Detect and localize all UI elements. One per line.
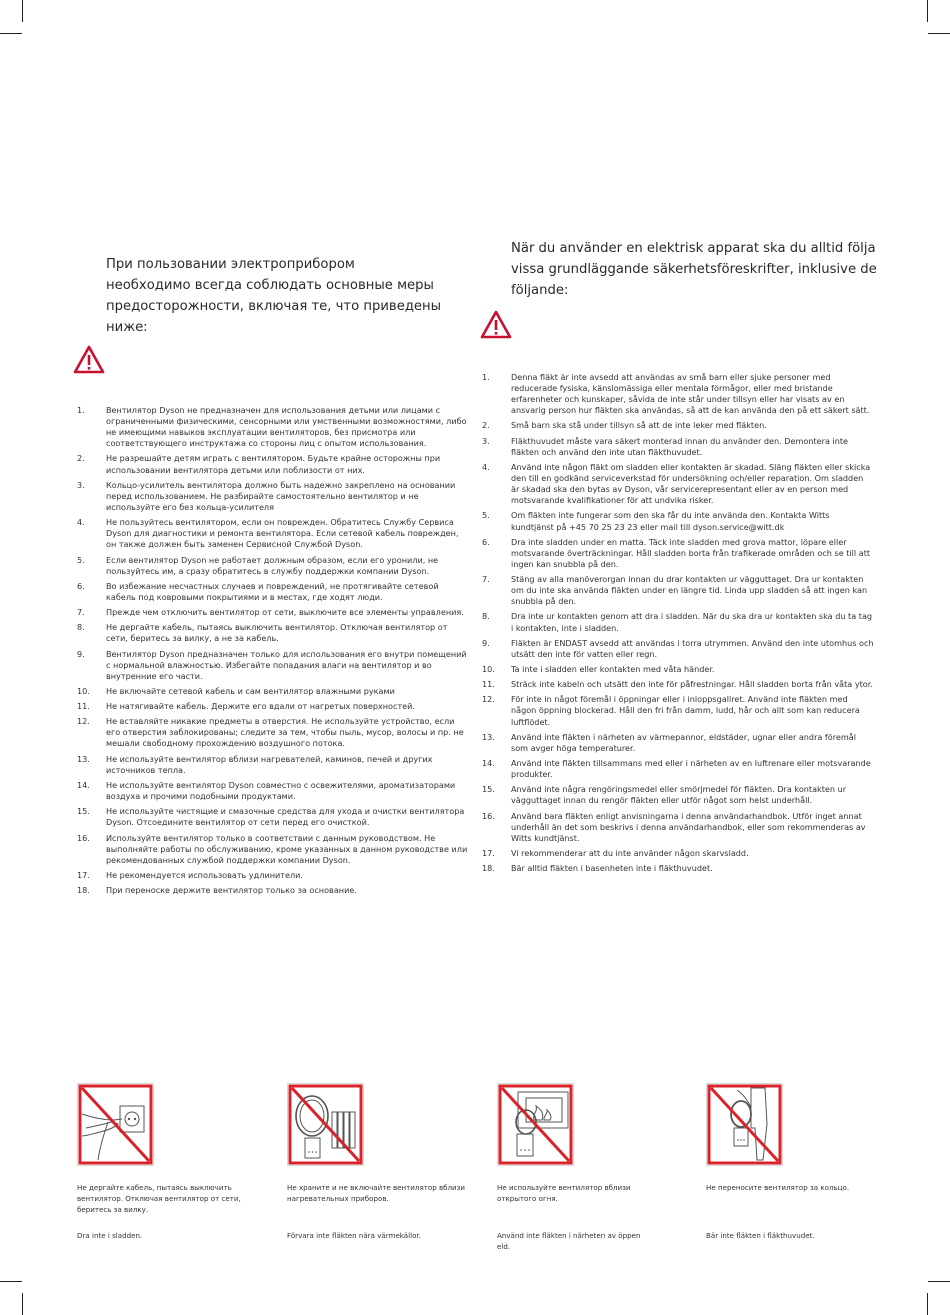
list-item-number: 6. [77, 580, 85, 591]
list-item-text: Använd inte någon fläkt om sladden eller kontakten är skadad. Släng fläkten eller skicka den till en godkänd serviceverkstad för undersökning och/eller reparation. Om sladden är skadad ska den bytas av Dyson, vår servicerepresentant eller av en person med motsvarande kvalifikationer för att undvika risker. [511, 461, 871, 506]
list-item-number: 6. [482, 536, 490, 547]
list-item [77, 581, 469, 603]
list-item [77, 453, 469, 475]
list-item [482, 510, 874, 532]
list-item [77, 701, 469, 712]
list-item-number: 14. [77, 779, 90, 790]
ru-safety-list [77, 405, 469, 900]
list-item-text: Använd inte fläkten i närheten av värmepannor, eldstäder, ugnar eller andra föremål som avger höga temperaturer. [511, 731, 856, 753]
list-item-number: 3. [77, 479, 85, 490]
pictogram-caption-ru: Не дергайте кабель, пытаясь выключить вентилятор. Отключая вентилятор от сети, беритесь за вилку. [77, 1183, 241, 1214]
list-item [482, 420, 874, 431]
list-item-text: Не включайте сетевой кабель и сам вентилятор влажными руками [106, 685, 395, 696]
list-item-number: 11. [482, 679, 495, 690]
crop-mark [22, 0, 23, 22]
list-item [77, 833, 469, 866]
list-item [77, 885, 469, 896]
list-item-number: 10. [77, 685, 90, 696]
list-item-text: Не используйте чистящие и смазочные средства для ухода и очистки вентилятора Dyson. Отсоедините вентилятор от сети перед его очисткой. [106, 806, 465, 828]
list-item-text: Вентилятор Dyson не предназначен для использования детьми или лицами с ограниченными физическими, сенсорными или умственными возможностями, либо не имеющими навыков эксплуатации вентиляторов, без присмотра или соответствующего инструктажа со стороны лиц с опытом использования. [106, 405, 467, 449]
list-item-text: Если вентилятор Dyson не работает должным образом, если его уронили, не пользуйтесь им, а сразу обратитесь в службу поддержки компании Dyson. [106, 554, 439, 576]
list-item [482, 811, 874, 844]
pictogram-no-pull-cord [77, 1083, 154, 1166]
list-item-number: 18. [482, 863, 495, 874]
list-item-text: Не вставляйте никакие предметы в отверстия. Не используйте устройство, если его отверстия заблокированы; следите за тем, чтобы пыль, мусор, волосы и пр. не мешали свободному прохождению воздушного потока. [106, 716, 464, 749]
list-item [77, 870, 469, 881]
list-item-number: 1. [482, 372, 490, 382]
pictogram-no-heater [287, 1083, 364, 1166]
list-item-text: Vi rekommenderar att du inte använder någon skarvsladd. [511, 847, 749, 858]
list-item-number: 7. [482, 574, 490, 585]
list-item [482, 732, 874, 754]
list-item-text: Не рекомендуется использовать удлинители. [106, 869, 303, 880]
list-item [482, 638, 874, 660]
list-item [77, 806, 469, 828]
list-item [77, 405, 469, 449]
crop-mark [0, 1281, 22, 1282]
list-item-text: Fläkten är ENDAST avsedd att användas i torra utrymmen. Använd den inte utomhus och utsätt den inte för vatten eller regn. [511, 637, 874, 659]
list-item-text: Dra inte ur kontakten genom att dra i sladden. När du ska dra ur kontakten ska du ta tag i kontakten, inte i sladden. [511, 611, 873, 633]
list-item-number: 11. [77, 701, 90, 712]
list-item [77, 622, 469, 644]
list-item [482, 462, 874, 506]
list-item [77, 780, 469, 802]
list-item [482, 848, 874, 859]
crop-mark [0, 33, 22, 34]
list-item-number: 4. [77, 517, 85, 528]
list-item-number: 15. [482, 784, 495, 795]
list-item-number: 16. [77, 832, 90, 843]
warning-triangle-icon [73, 345, 105, 375]
list-item-number: 9. [77, 648, 85, 659]
list-item-text: Använd inte några rengöringsmedel eller smörjmedel för fläkten. Dra kontakten ur vägguttaget innan du rengör fläkten eller utför något som helst underhåll. [511, 784, 847, 806]
list-item [482, 758, 874, 780]
list-item [482, 574, 874, 607]
list-item-number: 13. [482, 731, 495, 742]
crop-mark [927, 0, 928, 22]
list-item-text: Använd bara fläkten enligt anvisningarna i denna användarhandbok. Utför inget annat underhåll än det som beskrivs i denna användarhandbok, eller som rekommenderas av Witts kundtjänst. [511, 810, 866, 843]
list-item-number: 2. [482, 420, 490, 431]
crop-mark [22, 1293, 23, 1315]
list-item-text: Не разрешайте детям играть с вентилятором. Будьте крайне осторожны при использовании вентилятора детьми или поблизости от них. [106, 453, 441, 475]
list-item-text: Ta inte i sladden eller kontakten med våta händer. [511, 664, 715, 674]
list-item-text: Прежде чем отключить вентилятор от сети, выключите все элементы управления. [106, 607, 464, 618]
list-item-text: Не пользуйтесь вентилятором, если он поврежден. Обратитесь Службу Сервиса Dyson для диагностики и ремонта вентилятора. Если сетевой кабель поврежден, он также должен быть заменен Сервисной Службой Dyson. [106, 517, 459, 550]
ru-intro: При пользовании электроприбором необходимо всегда соблюдать основные меры предосторожности, включая те, что приведены ниже: [106, 257, 442, 335]
list-item [77, 480, 469, 513]
list-item-number: 2. [77, 453, 85, 464]
list-item-text: Stäng av alla manöverorgan innan du drar kontakten ur vägguttaget. Dra ur kontakten om du inte ska använda fläkten under en längre tid. Linda upp sladden så att ingen kan snubbla på den. [511, 574, 868, 607]
list-item-number: 1. [77, 405, 85, 415]
list-item [482, 537, 874, 570]
sv-intro: När du använder en elektrisk apparat ska du alltid följa vissa grundläggande säkerhetsföreskrifter, inklusive de följande: [511, 241, 877, 298]
list-item-text: Используйте вентилятор только в соответствии с данным руководством. Не выполняйте работы по обслуживанию, кроме указанных в данном руководстве или рекомендованных службой поддержки компании Dyson. [106, 832, 468, 865]
list-item-number: 18. [77, 885, 90, 896]
pictogram-caption-sv: Använd inte fläkten i närheten av öppen eld. [497, 1231, 641, 1251]
list-item-number: 13. [77, 753, 90, 764]
list-item [482, 784, 874, 806]
list-item-text: Bär alltid fläkten i basenheten inte i fläkthuvudet. [511, 863, 713, 874]
list-item-text: Кольцо-усилитель вентилятора должно быть надежно закреплено на основании перед использованием. Не разбирайте самостоятельно вентилятор и не используйте его без кольца-усилителя [106, 479, 456, 512]
list-item-number: 4. [482, 461, 490, 472]
list-item-text: Sträck inte kabeln och utsätt den inte för påfrestningar. Håll sladden borta från våta ytor. [511, 679, 873, 690]
list-item-text: Вентилятор Dyson предназначен только для использования его внутри помещений с нормальной влажностью. Избегайте попадания влаги на вентилятор и во внутренние его части. [106, 648, 467, 681]
list-item-number: 5. [77, 554, 85, 565]
no-carry-by-ring-icon [707, 1084, 782, 1165]
no-pull-cord-icon [78, 1084, 153, 1165]
list-item [77, 555, 469, 577]
list-item-number: 8. [77, 622, 85, 633]
list-item-text: Не дергайте кабель, пытаясь выключить вентилятор. Отключая вентилятор от сети, беритесь за вилку, а не за кабель. [106, 622, 448, 644]
crop-mark [928, 33, 950, 34]
sv-safety-list [482, 372, 874, 878]
list-item-number: 10. [482, 664, 495, 674]
crop-mark [928, 1281, 950, 1282]
list-item [482, 436, 874, 458]
list-item-text: Om fläkten inte fungerar som den ska får du inte använda den. Kontakta Witts kundtjänst på +45 70 25 23 23 eller mail till dyson.service@witt.dk [511, 510, 830, 532]
no-heater-icon [288, 1084, 363, 1165]
list-item [77, 517, 469, 550]
pictogram-no-fireplace [497, 1083, 574, 1166]
list-item-text: Använd inte fläkten tillsammans med eller i närheten av en luftrenare eller motsvarande produkter. [511, 758, 871, 780]
list-item-number: 8. [482, 611, 490, 622]
crop-mark [927, 1293, 928, 1315]
list-item [482, 664, 874, 675]
list-item-number: 7. [77, 607, 85, 618]
pictogram-caption-sv: Bär inte fläkten i fläkthuvudet. [706, 1231, 815, 1240]
pictogram-caption-ru: Не переносите вентилятор за кольцо. [706, 1183, 850, 1192]
list-item-text: Не используйте вентилятор вблизи нагревателей, каминов, печей и других источников тепла. [106, 753, 433, 775]
pictogram-no-carry-by-ring [706, 1083, 783, 1166]
list-item-text: Små barn ska stå under tillsyn så att de inte leker med fläkten. [511, 420, 767, 431]
pictogram-caption-sv: Dra inte i sladden. [77, 1231, 143, 1240]
list-item-text: För inte in något föremål i öppningar eller i inloppsgallret. Använd inte fläkten med någon öppning blockerad. Håll den fri från damm, ludd, hår och allt som kan reducera luftflödet. [511, 694, 860, 727]
list-item-number: 17. [77, 869, 90, 880]
list-item-text: Dra inte sladden under en matta. Täck inte sladden med grova mattor, löpare eller motsvarande överträckningar. Håll sladden borta från trafikerade områden och se till att ingen kan snubbla på den. [511, 536, 871, 569]
warning-triangle-icon [480, 310, 512, 340]
list-item-text: Не натягивайте кабель. Держите его вдали от нагретых поверхностей. [106, 701, 415, 712]
list-item-text: Не используйте вентилятор Dyson совместно с освежителями, ароматизаторами воздуха и прочими подобными продуктами. [106, 779, 456, 802]
list-item-number: 16. [482, 810, 495, 821]
list-item-text: Fläkthuvudet måste vara säkert monterad innan du använder den. Demontera inte fläkten och använd den inte utan fläkthuvudet. [511, 435, 849, 457]
list-item [77, 716, 469, 749]
list-item-number: 14. [482, 758, 495, 769]
list-item-number: 17. [482, 847, 495, 858]
list-item [77, 649, 469, 682]
list-item [77, 686, 469, 697]
list-item [482, 863, 874, 874]
list-item-number: 3. [482, 435, 490, 446]
list-item [482, 679, 874, 690]
list-item [482, 372, 874, 416]
no-fireplace-icon [498, 1084, 573, 1165]
list-item-number: 5. [482, 510, 490, 521]
list-item-text: При переноске держите вентилятор только за основание. [106, 885, 357, 896]
list-item-number: 12. [482, 694, 495, 705]
list-item [482, 694, 874, 727]
pictogram-caption-sv: Förvara inte fläkten nära värmekällor. [287, 1231, 421, 1240]
list-item [77, 607, 469, 618]
list-item-text: Во избежание несчастных случаев и повреждений, не протягивайте сетевой кабель под ковровыми покрытиями и в местах, где ходят люди. [106, 580, 439, 602]
list-item-number: 15. [77, 806, 90, 817]
pictogram-caption-ru: Не используйте вентилятор вблизи открытого огня. [497, 1183, 631, 1203]
list-item-number: 9. [482, 637, 490, 648]
list-item-number: 12. [77, 716, 90, 727]
pictogram-caption-ru: Не храните и не включайте вентилятор вблизи нагревательных приборов. [287, 1183, 466, 1203]
list-item-text: Denna fläkt är inte avsedd att användas av små barn eller sjuke personer med reducerade fysiska, känslomässiga eller mentala förmågor, eller med bristande erfarenheter och kunskaper, såvida de inte står under tillsyn eller har visats av en ansvarig person hur fläkten ska användas, så att de kan använda den på ett säkert sätt. [511, 372, 870, 416]
list-item [482, 611, 874, 633]
list-item [77, 754, 469, 776]
